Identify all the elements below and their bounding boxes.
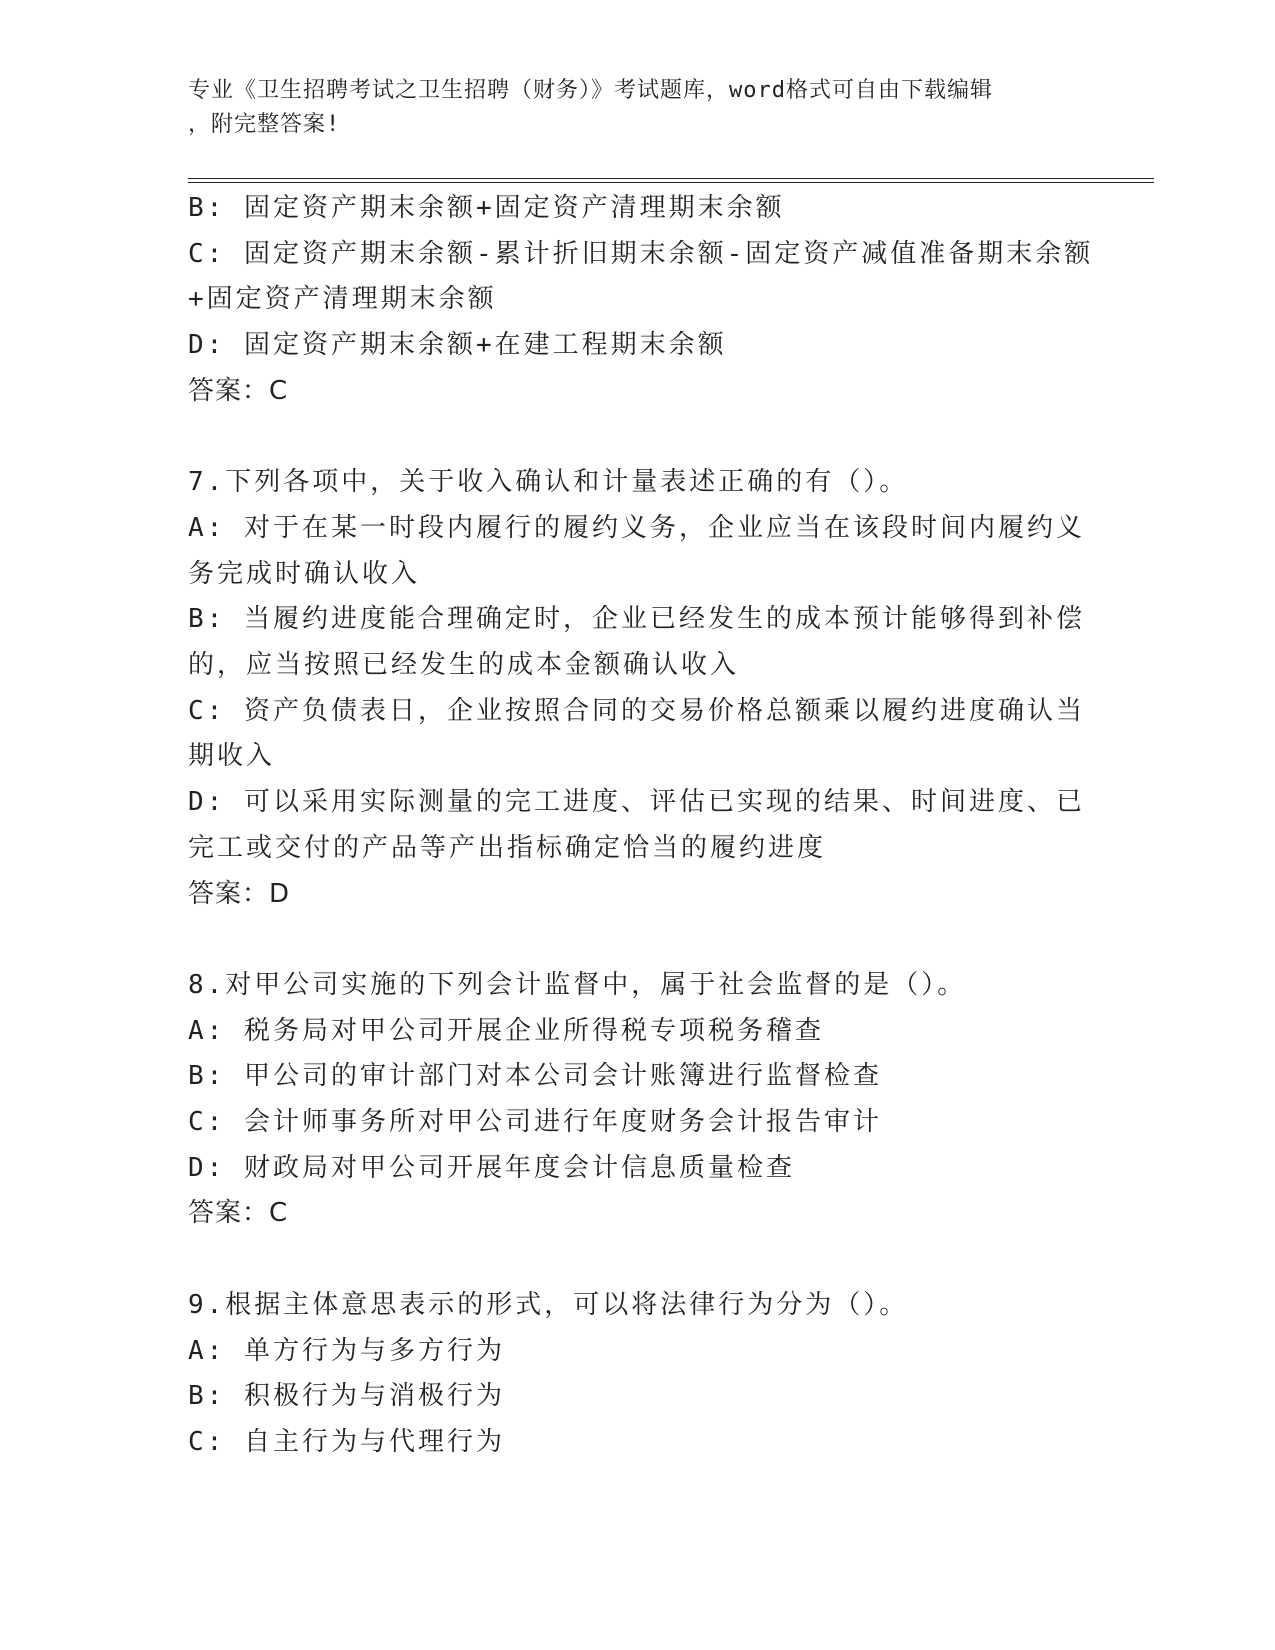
option-b: B: 甲公司的审计部门对本公司会计账簿进行监督检查 — [188, 1061, 882, 1092]
question-stem: 9.根据主体意思表示的形式，可以将法律行为分为（）。 — [188, 1289, 909, 1320]
header-line-2: ，附完整答案! — [188, 112, 341, 137]
option-line: 务完成时确认收入 — [188, 558, 421, 589]
option-line: D: 可以采用实际测量的完工进度、评估已实现的结果、时间进度、已 — [188, 787, 1085, 818]
option-d: D: 财政局对甲公司开展年度会计信息质量检查 — [188, 1152, 795, 1183]
answer-line: 答案：C — [188, 375, 289, 406]
option-line: +固定资产清理期末余额 — [188, 284, 497, 315]
question-stem: 7.下列各项中，关于收入确认和计量表述正确的有（）。 — [188, 467, 909, 498]
option-c — [188, 689, 1088, 780]
option-d — [188, 323, 1088, 369]
option-line: B: 固定资产期末余额+固定资产清理期末余额 — [188, 193, 785, 223]
option-c: C: 自主行为与代理行为 — [188, 1426, 505, 1457]
option-b: B: 积极行为与消极行为 — [188, 1381, 505, 1412]
option-line: C: 固定资产期末余额-累计折旧期末余额-固定资产减值准备期末余额 — [188, 238, 1094, 269]
option-line: 期收入 — [188, 741, 276, 772]
answer-line: 答案：D — [188, 878, 291, 909]
question-7 — [188, 460, 1088, 917]
option-a — [188, 506, 1088, 597]
spacer — [188, 917, 1088, 963]
question-9 — [188, 1283, 1088, 1466]
option-line: B: 当履约进度能合理确定时，企业已经发生的成本预计能够得到补偿 — [188, 604, 1085, 635]
option-line: 完工或交付的产品等产出指标确定恰当的履约进度 — [188, 832, 827, 863]
question-stem: 8.对甲公司实施的下列会计监督中，属于社会监督的是（）。 — [188, 969, 967, 1000]
spacer — [188, 415, 1088, 461]
header-double-rule — [188, 178, 1154, 183]
question-8 — [188, 963, 1088, 1237]
option-line: C: 资产负债表日，企业按照合同的交易价格总额乘以履约进度确认当 — [188, 695, 1085, 726]
header-line-1: 专业《卫生招聘考试之卫生招聘（财务）》考试题库，word格式可自由下载编辑 — [188, 78, 993, 103]
answer-line: 答案：C — [188, 1198, 289, 1229]
question-content — [188, 186, 1094, 1466]
option-d — [188, 780, 1088, 871]
option-line: 的，应当按照已经发生的成本金额确认收入 — [188, 650, 740, 681]
option-c — [188, 232, 1094, 323]
option-c: C: 会计师事务所对甲公司进行年度财务会计报告审计 — [188, 1107, 882, 1138]
page-header — [188, 74, 1068, 142]
spacer — [188, 1237, 1088, 1283]
prev-question-block — [188, 186, 1094, 415]
option-a: A: 税务局对甲公司开展企业所得税专项税务稽查 — [188, 1015, 824, 1046]
option-line: D: 固定资产期末余额+在建工程期末余额 — [188, 330, 727, 361]
option-b — [188, 186, 1088, 232]
option-line: A: 对于在某一时段内履行的履约义务，企业应当在该段时间内履约义 — [188, 512, 1085, 543]
option-a: A: 单方行为与多方行为 — [188, 1335, 505, 1366]
option-b — [188, 597, 1088, 688]
